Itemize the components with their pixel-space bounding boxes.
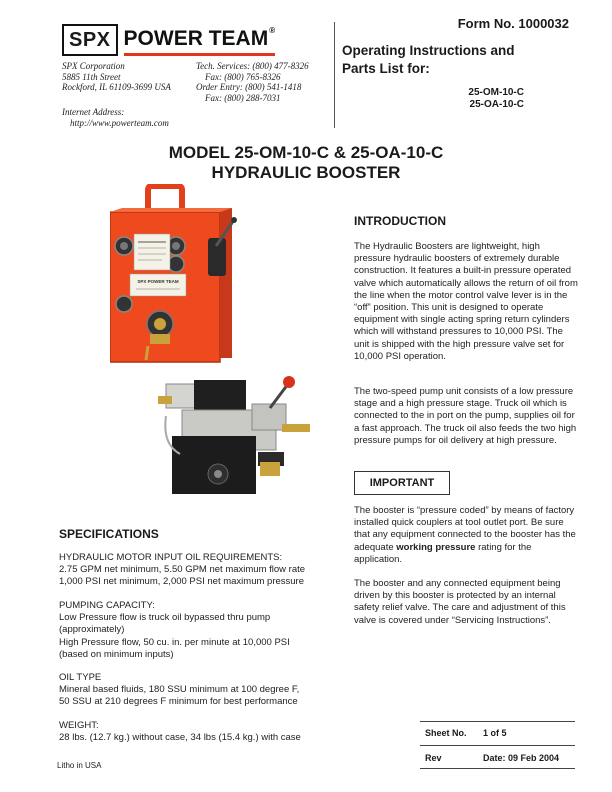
- power-team-logo-text: [124, 24, 276, 56]
- power-team-wordmark: POWER TEAM: [123, 27, 269, 50]
- brass-coupler: [260, 462, 280, 476]
- tech-services-phone: Tech. Services: (800) 477-8326: [196, 61, 309, 71]
- rev-label: Rev: [425, 753, 442, 763]
- spec-line: Mineral based fluids, 180 SSU minimum at 100 degree F,: [59, 684, 300, 696]
- sheet-value: 1 of 5: [483, 728, 507, 738]
- page-title: [0, 143, 612, 183]
- spec-motor-oil: [59, 552, 329, 589]
- contact-numbers: [196, 61, 309, 103]
- spec-line: 28 lbs. (12.7 kg.) without case, 34 lbs (15.4 kg.) with case: [59, 732, 301, 744]
- spec-label: OIL TYPE: [59, 672, 102, 683]
- model-number: 25-OA-10-C: [469, 99, 524, 110]
- specifications-heading: SPECIFICATIONS: [59, 527, 159, 541]
- important-paragraph: The booster and any connected equipment being driven by this booster is protected by an internal safety relief valve. The care and adjustment of this valve is covered under “Servicing Instructions”.: [354, 578, 566, 626]
- case-nameplate: [130, 274, 186, 296]
- coupler-center: [120, 242, 128, 250]
- title-line: HYDRAULIC BOOSTER: [211, 163, 401, 182]
- text-run: The booster is “pressure coded” by means of factory installed quick couplers at tool outlet port. Be sure that any equipment connected to the booster has the adequate: [354, 505, 576, 553]
- hydraulic-booster-photo: [110, 184, 325, 514]
- internet-url[interactable]: http://www.powerteam.com: [70, 117, 169, 128]
- brass-fitting: [158, 396, 172, 404]
- address-line: SPX Corporation: [62, 61, 125, 71]
- title-line: MODEL 25-OM-10-C & 25-OA-10-C: [168, 143, 444, 162]
- important-paragraph: [354, 505, 579, 566]
- order-entry-phone: Order Entry: (800) 541-1418: [196, 82, 302, 92]
- tech-services-fax: Fax: (800) 765-8326: [205, 71, 281, 82]
- revision-row: [425, 753, 560, 763]
- spx-logo-text: SPX: [62, 24, 118, 56]
- brass-fitting: [282, 424, 310, 432]
- coupler-center: [172, 242, 180, 250]
- header-divider: [334, 22, 335, 128]
- spec-line: 1,000 PSI net minimum, 2,000 PSI net maximum pressure: [59, 576, 304, 588]
- revision-date: Date: 09 Feb 2004: [483, 753, 560, 763]
- warning-label: [134, 234, 170, 270]
- sheet-label: Sheet No.: [425, 728, 467, 738]
- form-number: Form No. 1000032: [457, 16, 569, 31]
- address-line: Rockford, IL 61109-3699 USA: [62, 82, 171, 92]
- valve-body: [252, 404, 286, 430]
- spx-power-team-logo: [62, 24, 275, 56]
- model-list: [468, 87, 524, 111]
- registered-mark: ®: [269, 26, 276, 35]
- litho-note: Litho in USA: [57, 761, 102, 770]
- spec-oil-type: [59, 672, 329, 709]
- divider: [420, 721, 575, 722]
- coupler-icon: [168, 256, 184, 272]
- hydraulic-motor: [194, 380, 246, 414]
- introduction-heading: INTRODUCTION: [354, 214, 446, 228]
- spec-line: 2.75 GPM net minimum, 5.50 GPM net maximum flow rate: [59, 564, 306, 576]
- spec-label: PUMPING CAPACITY:: [59, 600, 155, 611]
- divider: [420, 745, 575, 746]
- model-number: 25-OM-10-C: [468, 87, 524, 98]
- spec-line: High Pressure flow, 50 cu. in. per minute at 10,000 PSI: [59, 636, 290, 648]
- case-top: [110, 208, 232, 212]
- spec-line: Low Pressure flow is truck oil bypassed thru pump: [59, 612, 271, 624]
- brass-coupler: [154, 318, 166, 330]
- divider: [420, 768, 575, 769]
- introduction-paragraph: The two-speed pump unit consists of a low pressure stage and a high pressure stage. Truck oil which is connected to the in port on the pump, supplies oil for a fast approach. The truck oil also feeds the two high pressure pumps for oil delivery at high pressure.: [354, 386, 577, 446]
- company-address: [62, 61, 171, 93]
- op-title-line: Operating Instructions and: [342, 43, 515, 58]
- order-entry-fax: Fax: (800) 288-7031: [205, 92, 281, 103]
- internet-label: Internet Address:: [62, 107, 125, 117]
- coupler-icon: [116, 296, 132, 312]
- spec-line: (based on minimum inputs): [59, 648, 174, 660]
- case-label-text: SPX POWER TEAM: [137, 279, 179, 284]
- address-line: 5885 11th Street: [62, 71, 121, 82]
- sheet-number-row: [425, 728, 507, 738]
- spec-pumping-capacity: [59, 600, 329, 661]
- spec-label: WEIGHT:: [59, 720, 99, 731]
- spec-line: 50 SSU at 210 degrees F minimum for best performance: [59, 696, 298, 708]
- spec-weight: [59, 720, 329, 744]
- working-pressure-emphasis: working pressure: [396, 541, 476, 553]
- spec-line: (approximately): [59, 624, 125, 636]
- op-title-line: Parts List for:: [342, 61, 430, 76]
- operating-instructions-title: [342, 42, 515, 78]
- text-run: rating for the application.: [354, 541, 532, 565]
- internet-address: [62, 107, 169, 128]
- spec-label: HYDRAULIC MOTOR INPUT OIL REQUIREMENTS:: [59, 552, 283, 563]
- lever-knob: [283, 376, 295, 388]
- introduction-paragraph: The Hydraulic Boosters are lightweight, high pressure hydraulic boosters of extremely durable construction. It features a built-in pressure operated valve which automatically allows the return of oil from the line when the motor control valve lever is in the “off” position. This unit is designed to operate equipment with single acting spring return cylinders which will withstand pressures to 10,000 PSI. The unit is shipped with the high pressure valve set for 10,000 PSI operation.: [354, 241, 578, 362]
- sheet-info-box: [420, 721, 575, 769]
- important-box: IMPORTANT: [354, 471, 450, 495]
